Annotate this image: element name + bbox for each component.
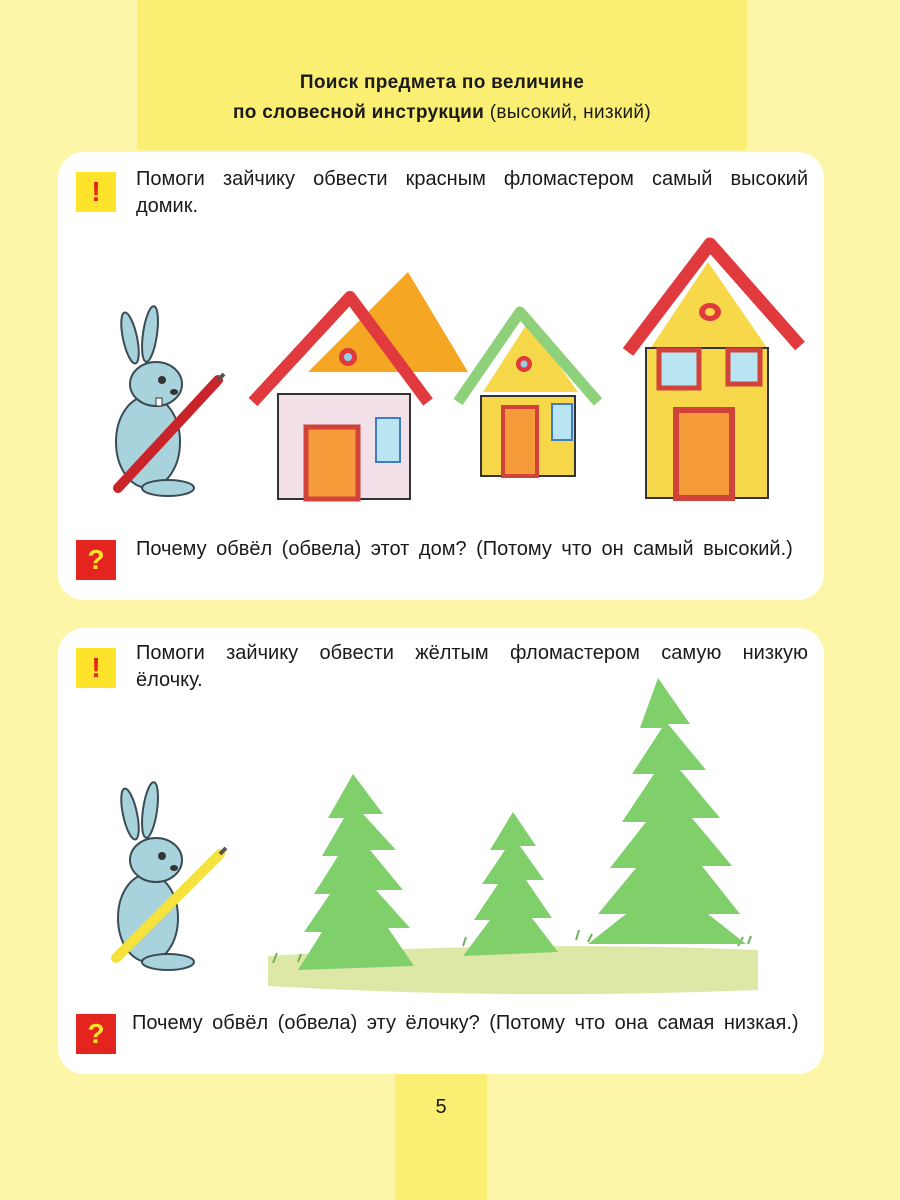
title-line-2: по словесной инструкции <box>233 102 485 123</box>
medium-tree <box>298 774 414 970</box>
task-question-houses: Почему обвёл (обвела) этот дом? (Потому что он самый высокий.) <box>136 538 793 560</box>
rabbit-yellow-marker <box>116 781 226 970</box>
houses-illustration <box>58 152 824 600</box>
small-house-yellow <box>458 312 598 476</box>
tall-tree <box>588 678 746 944</box>
task-instruction-houses: Помоги зайчику обвести красным фломастером самый высокий домик. <box>136 168 808 217</box>
short-tree <box>463 812 558 956</box>
title-line-2-note: (высокий, низкий) <box>489 102 651 123</box>
tall-house-yellow <box>628 244 800 498</box>
medium-house-pink <box>253 272 468 499</box>
exclamation-icon: ! <box>76 648 116 688</box>
question-icon: ? <box>76 1014 116 1054</box>
exclamation-icon: ! <box>76 172 116 212</box>
page-title <box>137 68 747 128</box>
task-question-trees: Почему обвёл (обвела) эту ёлочку? (Потому что она самая низкая.) <box>132 1012 799 1034</box>
question-icon: ? <box>76 540 116 580</box>
task-card-trees <box>58 628 824 1074</box>
trees-illustration <box>58 628 824 1074</box>
rabbit-red-marker <box>116 305 224 496</box>
task-instruction-trees: Помоги зайчику обвести жёлтым фломастером самую низкую ёлочку. <box>136 642 808 691</box>
page-number: 5 <box>435 1096 447 1118</box>
task-card-houses <box>58 152 824 600</box>
page-number-band <box>395 1072 487 1200</box>
title-line-1: Поиск предмета по величине <box>299 72 585 93</box>
